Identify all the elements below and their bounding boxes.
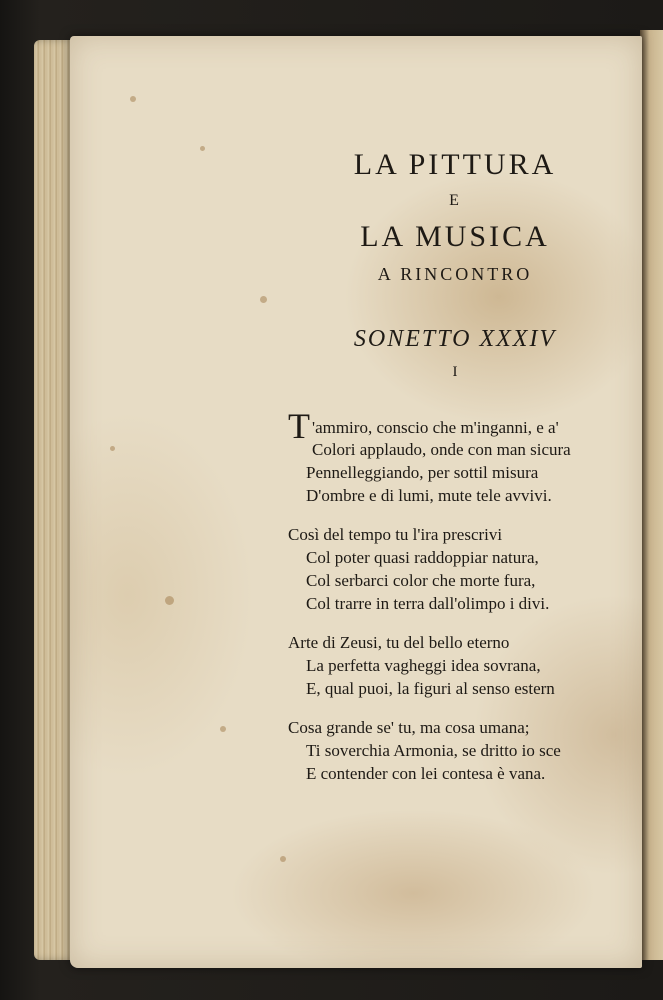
section-number: I bbox=[452, 364, 458, 380]
poem-line: Col serbarci color che morte fura, bbox=[306, 571, 536, 590]
foxing-spot bbox=[280, 856, 286, 862]
poem-line: Col poter quasi raddoppiar natura, bbox=[306, 548, 539, 567]
poem-line: Pennelleggiando, per sottil misura bbox=[306, 463, 539, 482]
poem-line: Arte di Zeusi, tu del bello eterno bbox=[288, 633, 510, 652]
foxing-spot bbox=[110, 446, 115, 451]
title-la-pittura: LA PITTURA bbox=[353, 148, 557, 181]
poem-line: La perfetta vagheggi idea sovrana, bbox=[306, 656, 541, 675]
poem-line: E, qual puoi, la figuri al senso estern bbox=[306, 679, 555, 698]
poem-body bbox=[288, 410, 658, 801]
sonnet-heading: SONETTO XXXIV bbox=[353, 326, 557, 352]
foxing-spot bbox=[220, 726, 226, 732]
subtitle: A RINCONTRO bbox=[377, 264, 533, 284]
title-conjunction: E bbox=[449, 192, 461, 209]
foxing-spot bbox=[260, 296, 267, 303]
stanza bbox=[288, 410, 658, 507]
poem-line: Col trarre in terra dall'olimpo i divi. bbox=[306, 594, 550, 613]
stanza bbox=[288, 716, 658, 785]
poem-line: Ti soverchia Armonia, se dritto io sce bbox=[306, 741, 561, 760]
title-la-musica: LA MUSICA bbox=[360, 220, 550, 253]
drop-cap: T bbox=[288, 410, 310, 446]
poem-line: D'ombre e di lumi, mute tele avvivi. bbox=[306, 486, 552, 505]
poem-line: E contender con lei contesa è vana. bbox=[306, 764, 546, 783]
foxing-spot bbox=[130, 96, 136, 102]
poem-line: Così del tempo tu l'ira prescrivi bbox=[288, 525, 503, 544]
poem-line bbox=[288, 410, 658, 446]
foxing-spot bbox=[200, 146, 205, 151]
foxing-spot bbox=[165, 596, 174, 605]
poem-line: Cosa grande se' tu, ma cosa umana; bbox=[288, 718, 530, 737]
stanza bbox=[288, 631, 658, 700]
poem-line: Colori applaudo, onde con man sicura bbox=[312, 440, 571, 459]
poem-line-text: 'ammiro, conscio che m'inganni, e a' bbox=[312, 418, 559, 437]
stanza bbox=[288, 523, 658, 615]
